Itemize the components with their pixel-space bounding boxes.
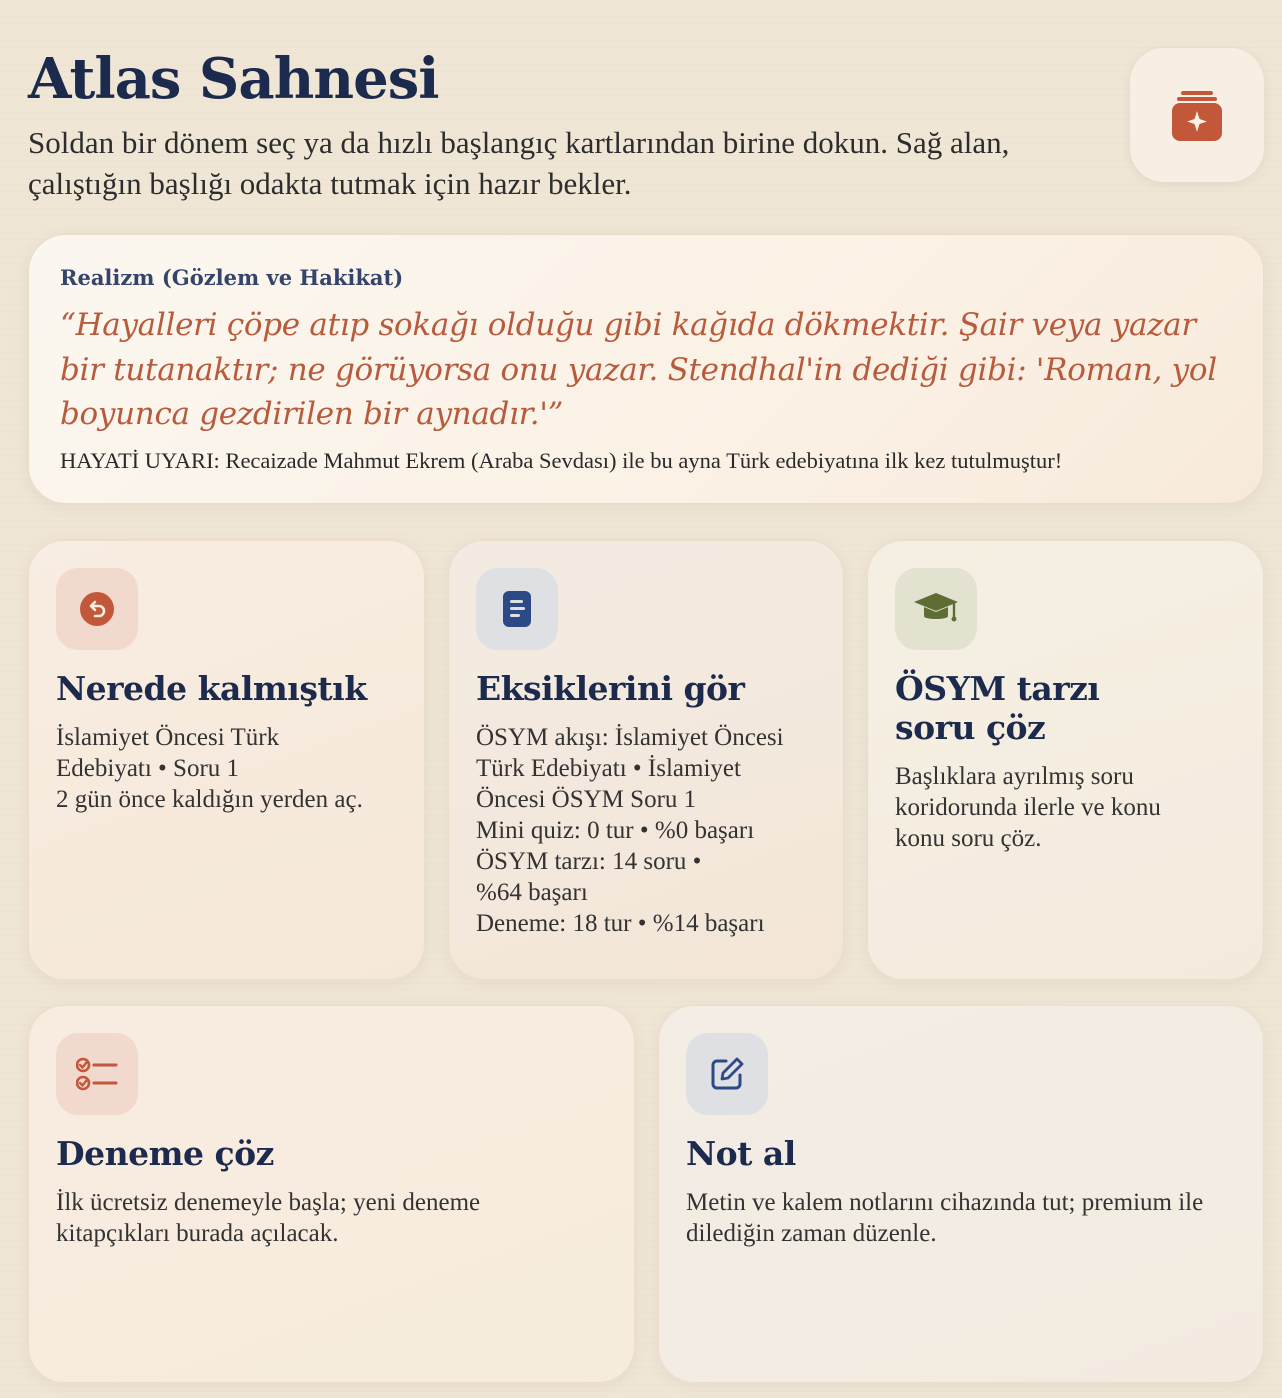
hero-icon-button[interactable]: [1130, 48, 1264, 182]
card-take-notes[interactable]: [658, 1005, 1264, 1383]
card-title: Not al: [686, 1134, 796, 1173]
card-line: İlk ücretsiz denemeyle başla; yeni deneme kitapçıkları burada açılacak.: [56, 1189, 481, 1247]
card-gaps[interactable]: [448, 540, 844, 980]
graduation-cap-icon: [912, 589, 960, 629]
card-line: Mini quiz: 0 tur • %0 başarı: [476, 817, 755, 844]
card-body: [895, 761, 1215, 854]
card-line: Metin ve kalem notlarını cihazında tut; premium ile dilediğin zaman düzenle.: [686, 1189, 1204, 1247]
page-title: Atlas Sahnesi: [28, 46, 439, 112]
card-icon-box: [476, 568, 558, 650]
sparkle-box-icon: [1167, 85, 1227, 145]
card-title: ÖSYM tarzı soru çöz: [895, 669, 1100, 747]
undo-icon: [79, 591, 115, 627]
card-icon-box: [56, 1033, 138, 1115]
quote-warning: HAYATİ UYARI: Recaizade Mahmut Ekrem (Araba Sevdası) ile bu ayna Türk edebiyatına ilk kez tutulmuştur!: [60, 448, 1063, 473]
card-title: Eksiklerini gör: [476, 669, 745, 708]
card-title: Deneme çöz: [56, 1134, 274, 1173]
card-practice-exam[interactable]: [28, 1005, 635, 1383]
quote-text: “Hayalleri çöpe atıp sokağı olduğu gibi kağıda dökmektir. Şair veya yazar bir tutanaktır; ne görüyorsa onu yazar. Stendhal'in dediği gibi: 'Roman, yol boyunca gezdirilen bir aynadır.'”: [60, 307, 1217, 432]
card-line: ÖSYM akışı: İslamiyet Öncesi Türk Edebiyatı • İslamiyet Öncesi ÖSYM Soru 1: [476, 724, 784, 813]
card-icon-box: [686, 1033, 768, 1115]
card-title: Nerede kalmıştık: [56, 669, 367, 708]
quote-label: Realizm (Gözlem ve Hakikat): [60, 265, 404, 290]
card-line: ÖSYM tarzı: 14 soru • %64 başarı: [476, 848, 702, 906]
card-line: Deneme: 18 tur • %14 başarı: [476, 910, 765, 937]
card-resume[interactable]: [28, 540, 425, 980]
quote-card: [28, 234, 1264, 504]
page-subtitle: Soldan bir dönem seç ya da hızlı başlangıç kartlarından birine dokun. Sağ alan, çalıştığın başlığı odakta tutmak için hazır bekler.: [28, 125, 1010, 201]
document-icon: [500, 590, 534, 628]
checklist-icon: [76, 1056, 118, 1092]
card-line: İslamiyet Öncesi Türk Edebiyatı • Soru 1: [56, 724, 280, 782]
card-body: [476, 722, 811, 939]
edit-note-icon: [708, 1055, 746, 1093]
card-line: Başlıklara ayrılmış soru koridorunda ilerle ve konu konu soru çöz.: [895, 763, 1161, 852]
card-osym-questions[interactable]: [867, 540, 1264, 980]
card-icon-box: [895, 568, 977, 650]
card-line: 2 gün önce kaldığın yerden aç.: [56, 786, 363, 813]
card-body: [56, 1187, 536, 1249]
card-body: [56, 722, 411, 815]
card-body: [686, 1187, 1231, 1249]
card-icon-box: [56, 568, 138, 650]
